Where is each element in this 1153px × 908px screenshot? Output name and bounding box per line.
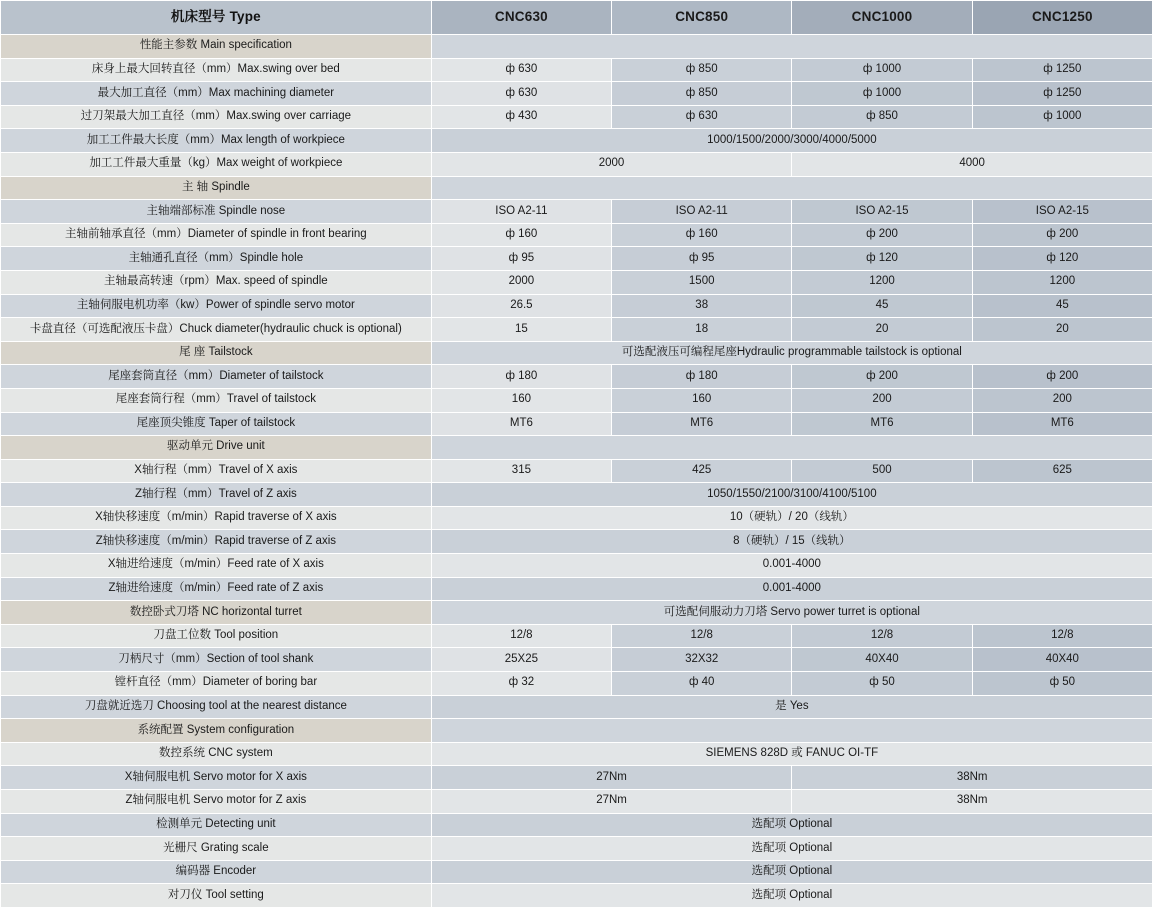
- section-row: [1, 341, 1153, 365]
- row-value-1: ф 180: [431, 365, 611, 389]
- row-value-4: ф 200: [972, 365, 1152, 389]
- row-value-half-1: 27Nm: [431, 766, 792, 790]
- row-label-text: 主轴前轴承直径（mm）Diameter of spindle in front bearing: [65, 228, 367, 241]
- section-filler: [431, 719, 1152, 743]
- section-title: 系统配置 System configuration: [1, 719, 432, 743]
- row-value-1: ф 32: [431, 672, 611, 696]
- row-value-span: 是 Yes: [431, 695, 1152, 719]
- row-label: [1, 884, 432, 908]
- row-value-4: ф 120: [972, 247, 1152, 271]
- row-label-text: 数控系统 CNC system: [159, 747, 273, 760]
- row-label-text: 床身上最大回转直径（mm）Max.swing over bed: [91, 62, 340, 75]
- row-value-3: ф 850: [792, 105, 972, 129]
- table-row: [1, 459, 1153, 483]
- row-label: [1, 506, 432, 530]
- row-label: [1, 247, 432, 271]
- table-row: [1, 813, 1153, 837]
- row-value-2: ф 160: [612, 223, 792, 247]
- row-label-text: 加工工件最大重量（kg）Max weight of workpiece: [89, 157, 343, 170]
- table-row: [1, 200, 1153, 224]
- row-value-1: 25X25: [431, 648, 611, 672]
- row-value-4: 1200: [972, 270, 1152, 294]
- row-value-3: ф 1000: [792, 82, 972, 106]
- section-title: 主 轴 Spindle: [1, 176, 432, 200]
- row-label: [1, 412, 432, 436]
- row-label: [1, 672, 432, 696]
- row-label: [1, 837, 432, 861]
- row-value-4: 200: [972, 388, 1152, 412]
- row-value-4: ф 50: [972, 672, 1152, 696]
- row-value-3: ф 200: [792, 223, 972, 247]
- table-row: [1, 742, 1153, 766]
- row-value-4: 40X40: [972, 648, 1152, 672]
- row-label: [1, 813, 432, 837]
- row-value-1: 315: [431, 459, 611, 483]
- row-label-text: 主轴端部标准 Spindle nose: [146, 204, 286, 217]
- section-filler: [431, 176, 1152, 200]
- row-value-3: ф 50: [792, 672, 972, 696]
- row-value-3: 500: [792, 459, 972, 483]
- row-value-span: 8（硬轨）/ 15（线轨）: [431, 530, 1152, 554]
- row-value-4: ф 200: [972, 223, 1152, 247]
- row-label-text: X轴伺服电机 Servo motor for X axis: [124, 770, 307, 783]
- row-label-text: 尾座套筒直径（mm）Diameter of tailstock: [108, 369, 324, 382]
- row-value-half-2: 4000: [792, 152, 1153, 176]
- row-value-1: ф 630: [431, 82, 611, 106]
- row-value-1: ф 430: [431, 105, 611, 129]
- row-label-text: Z轴进给速度（m/min）Feed rate of Z axis: [108, 582, 324, 595]
- row-value-1: ISO A2-11: [431, 200, 611, 224]
- row-label-text: 过刀架最大加工直径（mm）Max.swing over carriage: [80, 110, 352, 123]
- row-label: [1, 294, 432, 318]
- row-label-text: Z轴行程（mm）Travel of Z axis: [134, 487, 297, 500]
- row-value-2: ф 180: [612, 365, 792, 389]
- row-value-2: 12/8: [612, 624, 792, 648]
- row-value-span: 1000/1500/2000/3000/4000/5000: [431, 129, 1152, 153]
- row-label-text: 主轴通孔直径（mm）Spindle hole: [128, 251, 304, 264]
- row-value-span: 选配项 Optional: [431, 860, 1152, 884]
- table-row: [1, 506, 1153, 530]
- row-value-2: 18: [612, 318, 792, 342]
- row-label-text: 尾座套筒行程（mm）Travel of tailstock: [115, 393, 316, 406]
- row-value-1: 15: [431, 318, 611, 342]
- row-value-1: ф 95: [431, 247, 611, 271]
- header-model-1: CNC630: [431, 1, 611, 35]
- row-label-text: X轴行程（mm）Travel of X axis: [134, 464, 298, 477]
- row-value-half-2: 38Nm: [792, 766, 1153, 790]
- section-title: 数控卧式刀塔 NC horizontal turret: [1, 601, 432, 625]
- table-row: [1, 82, 1153, 106]
- row-value-1: 12/8: [431, 624, 611, 648]
- row-label: [1, 695, 432, 719]
- row-value-3: 12/8: [792, 624, 972, 648]
- table-row: [1, 624, 1153, 648]
- row-value-2: ф 850: [612, 58, 792, 82]
- section-row: [1, 601, 1153, 625]
- row-label: [1, 129, 432, 153]
- row-value-span: 选配项 Optional: [431, 813, 1152, 837]
- row-value-3: 20: [792, 318, 972, 342]
- row-label-text: 卡盘直径（可选配液压卡盘）Chuck diameter(hydraulic chuck is optional): [29, 322, 402, 335]
- row-label: [1, 577, 432, 601]
- row-value-1: 26.5: [431, 294, 611, 318]
- row-label: [1, 152, 432, 176]
- row-value-2: 32X32: [612, 648, 792, 672]
- row-value-span: 选配项 Optional: [431, 884, 1152, 908]
- row-label: [1, 270, 432, 294]
- row-label: [1, 790, 432, 814]
- row-label-text: X轴进给速度（m/min）Feed rate of X axis: [107, 558, 324, 571]
- row-label: [1, 766, 432, 790]
- row-value-4: ф 1250: [972, 82, 1152, 106]
- row-label-text: X轴快移速度（m/min）Rapid traverse of X axis: [95, 511, 337, 524]
- row-value-2: ф 95: [612, 247, 792, 271]
- row-value-1: 2000: [431, 270, 611, 294]
- section-filler: [431, 436, 1152, 460]
- row-value-3: ф 120: [792, 247, 972, 271]
- row-value-1: ф 630: [431, 58, 611, 82]
- row-label-text: 最大加工直径（mm）Max machining diameter: [97, 86, 335, 99]
- row-label-text: 刀盘就近选刀 Choosing tool at the nearest distance: [84, 700, 347, 713]
- table-row: [1, 270, 1153, 294]
- section-row: [1, 35, 1153, 59]
- section-title: 尾 座 Tailstock: [1, 341, 432, 365]
- row-label: [1, 82, 432, 106]
- row-label-text: 刀柄尺寸（mm）Section of tool shank: [118, 652, 314, 665]
- section-filler: [431, 35, 1152, 59]
- row-value-3: MT6: [792, 412, 972, 436]
- row-value-2: MT6: [612, 412, 792, 436]
- table-row: [1, 648, 1153, 672]
- row-value-3: ф 200: [792, 365, 972, 389]
- row-label: [1, 624, 432, 648]
- row-label: [1, 388, 432, 412]
- row-value-4: 12/8: [972, 624, 1152, 648]
- row-value-4: ф 1250: [972, 58, 1152, 82]
- header-type-label: 机床型号 Type: [1, 1, 432, 35]
- section-title: 驱动单元 Drive unit: [1, 436, 432, 460]
- row-value-span: 0.001-4000: [431, 554, 1152, 578]
- row-label-text: 检测单元 Detecting unit: [156, 817, 276, 830]
- table-row: [1, 152, 1153, 176]
- header-model-3: CNC1000: [792, 1, 972, 35]
- section-row: [1, 719, 1153, 743]
- row-value-3: 45: [792, 294, 972, 318]
- table-row: [1, 766, 1153, 790]
- table-row: [1, 388, 1153, 412]
- row-label-text: 编码器 Encoder: [175, 865, 257, 878]
- row-value-4: ISO A2-15: [972, 200, 1152, 224]
- table-row: [1, 58, 1153, 82]
- row-label: [1, 742, 432, 766]
- table-row: [1, 129, 1153, 153]
- row-value-half-2: 38Nm: [792, 790, 1153, 814]
- table-header-row: [1, 1, 1153, 35]
- table-row: [1, 365, 1153, 389]
- table-row: [1, 483, 1153, 507]
- row-label-text: 加工工件最大长度（mm）Max length of workpiece: [86, 133, 345, 146]
- row-value-span: 0.001-4000: [431, 577, 1152, 601]
- row-value-4: MT6: [972, 412, 1152, 436]
- row-value-3: 200: [792, 388, 972, 412]
- table-row: [1, 105, 1153, 129]
- row-value-span: 10（硬轨）/ 20（线轨）: [431, 506, 1152, 530]
- section-row: [1, 436, 1153, 460]
- header-model-2: CNC850: [612, 1, 792, 35]
- row-value-half-1: 27Nm: [431, 790, 792, 814]
- row-label-text: 尾座顶尖锥度 Taper of tailstock: [136, 416, 296, 429]
- table-row: [1, 860, 1153, 884]
- row-value-2: 1500: [612, 270, 792, 294]
- row-label-text: 主轴伺服电机功率（kw）Power of spindle servo motor: [76, 298, 355, 311]
- table-row: [1, 530, 1153, 554]
- row-label: [1, 200, 432, 224]
- row-label: [1, 58, 432, 82]
- row-label: [1, 530, 432, 554]
- row-value-4: 20: [972, 318, 1152, 342]
- row-value-2: ISO A2-11: [612, 200, 792, 224]
- row-label: [1, 860, 432, 884]
- row-label-text: 镗杆直径（mm）Diameter of boring bar: [114, 676, 318, 689]
- table-row: [1, 554, 1153, 578]
- row-value-span: 1050/1550/2100/3100/4100/5100: [431, 483, 1152, 507]
- row-label-text: Z轴快移速度（m/min）Rapid traverse of Z axis: [95, 534, 336, 547]
- row-value-2: 38: [612, 294, 792, 318]
- table-row: [1, 318, 1153, 342]
- row-value-2: ф 630: [612, 105, 792, 129]
- table-row: [1, 412, 1153, 436]
- row-label: [1, 459, 432, 483]
- row-label: [1, 318, 432, 342]
- row-value-4: ф 1000: [972, 105, 1152, 129]
- section-title: 性能主参数 Main specification: [1, 35, 432, 59]
- row-value-3: 40X40: [792, 648, 972, 672]
- row-label-text: Z轴伺服电机 Servo motor for Z axis: [125, 794, 307, 807]
- row-value-1: 160: [431, 388, 611, 412]
- row-label: [1, 105, 432, 129]
- row-value-half-1: 2000: [431, 152, 792, 176]
- row-value-2: 425: [612, 459, 792, 483]
- table-row: [1, 672, 1153, 696]
- row-value-2: ф 40: [612, 672, 792, 696]
- row-value-4: 45: [972, 294, 1152, 318]
- row-value-4: 625: [972, 459, 1152, 483]
- row-value-span: 选配项 Optional: [431, 837, 1152, 861]
- row-label: [1, 648, 432, 672]
- header-model-4: CNC1250: [972, 1, 1152, 35]
- row-value-3: 1200: [792, 270, 972, 294]
- row-value-span: SIEMENS 828D 或 FANUC OI-TF: [431, 742, 1152, 766]
- row-label: [1, 554, 432, 578]
- row-value-1: MT6: [431, 412, 611, 436]
- row-label-text: 对刀仪 Tool setting: [167, 888, 264, 901]
- row-value-3: ф 1000: [792, 58, 972, 82]
- row-label: [1, 223, 432, 247]
- section-row: [1, 176, 1153, 200]
- row-value-1: ф 160: [431, 223, 611, 247]
- row-value-2: 160: [612, 388, 792, 412]
- row-label: [1, 365, 432, 389]
- table-row: [1, 294, 1153, 318]
- section-note: 可选配伺服动力刀塔 Servo power turret is optional: [431, 601, 1152, 625]
- table-row: [1, 837, 1153, 861]
- section-note: 可选配液压可编程尾座Hydraulic programmable tailstock is optional: [431, 341, 1152, 365]
- row-label-text: 光栅尺 Grating scale: [163, 841, 269, 854]
- row-label-text: 刀盘工位数 Tool position: [153, 629, 279, 642]
- table-row: [1, 247, 1153, 271]
- table-row: [1, 695, 1153, 719]
- table-row: [1, 577, 1153, 601]
- row-label-text: 主轴最高转速（rpm）Max. speed of spindle: [104, 275, 328, 288]
- table-row: [1, 223, 1153, 247]
- table-row: [1, 790, 1153, 814]
- row-value-3: ISO A2-15: [792, 200, 972, 224]
- table-row: [1, 884, 1153, 908]
- row-label: [1, 483, 432, 507]
- row-value-2: ф 850: [612, 82, 792, 106]
